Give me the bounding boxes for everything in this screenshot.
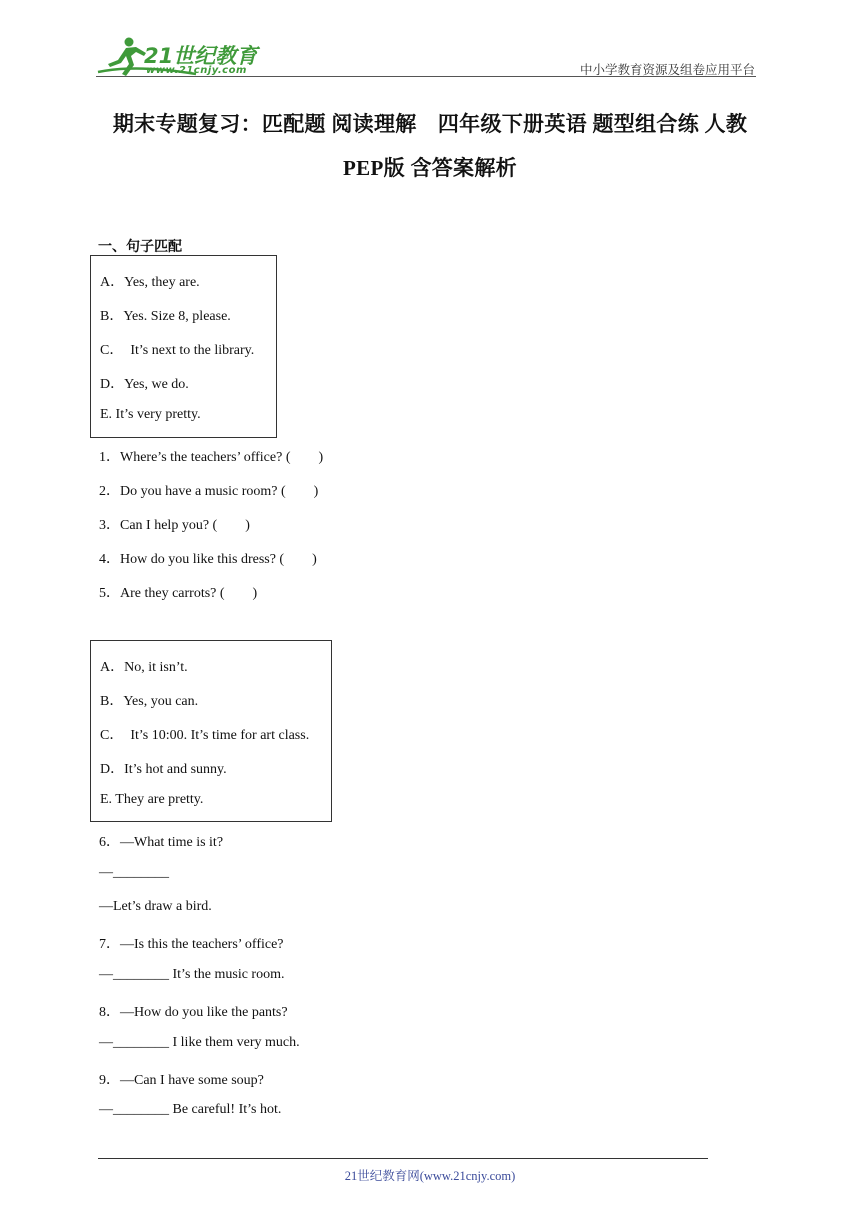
option-c: C． It’s 10:00. It’s time for art class. <box>100 728 310 743</box>
dialogue-line: —Let’s draw a bird. <box>99 899 212 914</box>
option-a: A．No, it isn’t. <box>100 660 188 675</box>
page-title-line2: PEP版 含答案解析 <box>343 156 517 180</box>
logo-text: 21世纪教育 <box>144 44 258 68</box>
option-b: B．Yes, you can. <box>100 694 199 709</box>
dialogue-line: 8．—How do you like the pants? <box>99 1005 288 1020</box>
option-c: C． It’s next to the library. <box>100 343 255 358</box>
dialogue-line: —________ It’s the music room. <box>99 967 285 982</box>
option-e: E. They are pretty. <box>100 792 204 807</box>
dialogue-line: —________ Be careful! It’s hot. <box>99 1102 282 1117</box>
options-box-1 <box>90 255 277 438</box>
dialogue-line: —________ I like them very much. <box>99 1035 300 1050</box>
header-divider <box>96 76 756 77</box>
question-3: 3．Can I help you? ( ) <box>99 518 250 533</box>
option-d: D．Yes, we do. <box>100 377 189 392</box>
question-5: 5．Are they carrots? ( ) <box>99 586 258 601</box>
option-a: A．Yes, they are. <box>100 275 200 290</box>
site-logo <box>96 34 266 80</box>
dialogue-line: 7．—Is this the teachers’ office? <box>99 937 284 952</box>
section-heading: 一、句子匹配 <box>98 240 182 255</box>
logo-url: www.21cnjy.com <box>146 65 247 76</box>
options-box-2 <box>90 640 332 822</box>
option-b: B．Yes. Size 8, please. <box>100 309 231 324</box>
dialogue-line: —________ <box>99 865 169 880</box>
platform-name: 中小学教育资源及组卷应用平台 <box>579 63 755 77</box>
dialogue-line: 6．—What time is it? <box>99 835 224 850</box>
footer-text: 21世纪教育网(www.21cnjy.com) <box>344 1169 516 1183</box>
dialogue-line: 9．—Can I have some soup? <box>99 1073 264 1088</box>
footer-divider <box>98 1158 708 1159</box>
option-d: D．It’s hot and sunny. <box>100 762 227 777</box>
question-4: 4．How do you like this dress? ( ) <box>99 552 317 567</box>
page-title-line1: 期末专题复习：匹配题 阅读理解 四年级下册英语 题型组合练 人教 <box>112 112 748 136</box>
question-2: 2．Do you have a music room? ( ) <box>99 484 319 499</box>
question-1: 1．Where’s the teachers’ office? ( ) <box>99 450 324 465</box>
option-e: E. It’s very pretty. <box>100 407 201 422</box>
